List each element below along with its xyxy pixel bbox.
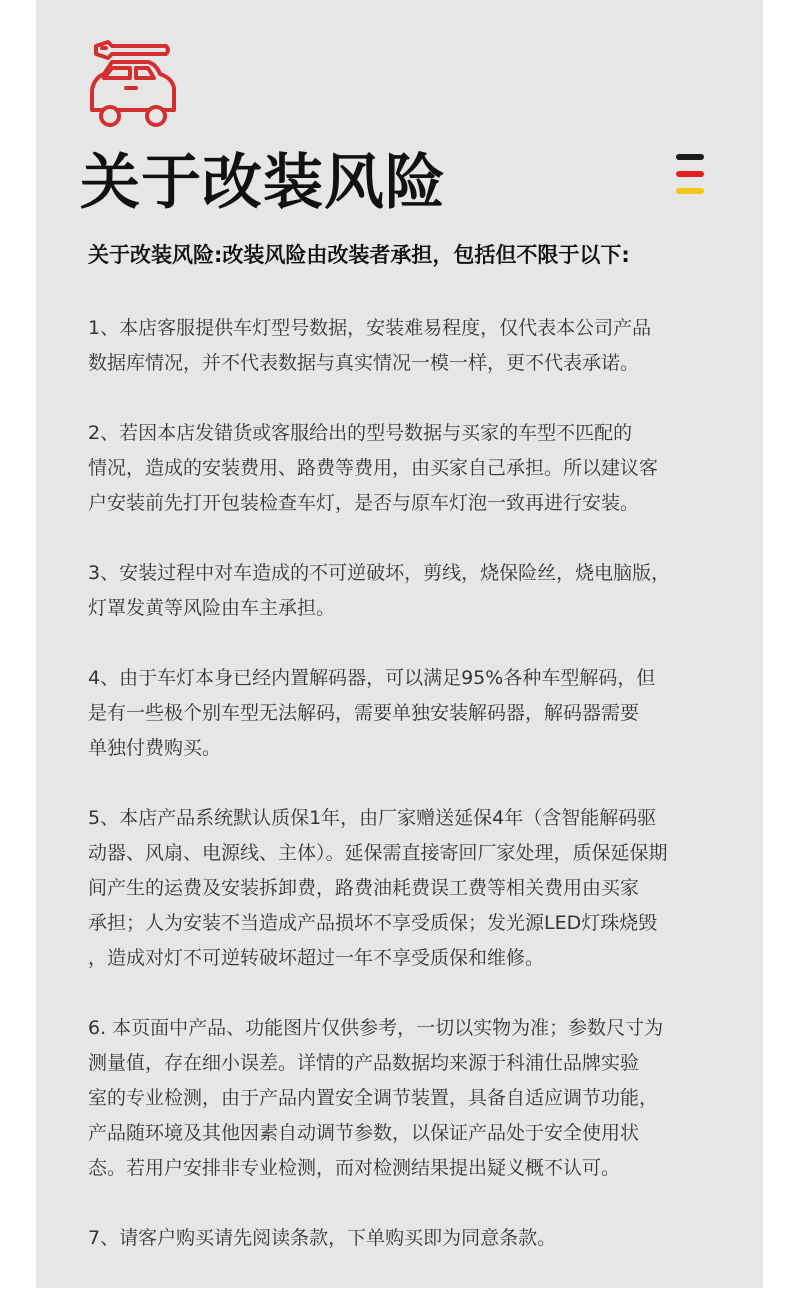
clause-item xyxy=(88,556,728,626)
clause-line: 室的专业检测，由于产品内置安全调节装置，具备自适应调节功能， xyxy=(88,1087,659,1109)
clause-line: 承担；人为安装不当造成产品损坏不享受质保；发光源LED灯珠烧毁 xyxy=(88,912,658,934)
clause-line: 5、本店产品系统默认质保1年，由厂家赠送延保4年（含智能解码驱 xyxy=(88,807,657,829)
clause-item xyxy=(88,661,728,766)
clause-line: 户安装前先打开包装检查车灯，是否与原车灯泡一致再进行安装。 xyxy=(88,492,640,514)
clause-item xyxy=(88,416,728,521)
clause-item xyxy=(88,1011,728,1186)
clause-line: 2、若因本店发错货或客服给出的型号数据与买家的车型不匹配的 xyxy=(88,422,633,444)
clause-list xyxy=(88,311,728,1291)
clause-line: 7、请客户购买请先阅读条款，下单购买即为同意条款。 xyxy=(88,1227,557,1249)
clause-line: 单独付费购买。 xyxy=(88,737,222,759)
page-title: 关于改装风险 xyxy=(80,148,446,218)
clause-line: ，造成对灯不可逆转破坏超过一年不享受质保和维修。 xyxy=(88,947,545,969)
clause-line: 4、由于车灯本身已经内置解码器，可以满足95%各种车型解码，但 xyxy=(88,667,656,689)
clause-item xyxy=(88,1221,728,1256)
clause-line: 动器、风扇、电源线、主体）。延保需直接寄回厂家处理，质保延保期 xyxy=(88,842,668,864)
clause-line: 是有一些极个别车型无法解码，需要单独安装解码器，解码器需要 xyxy=(88,702,640,724)
car-wrench-icon xyxy=(86,38,178,130)
intro-heading: 关于改装风险:改装风险由改装者承担，包括但不限于以下: xyxy=(88,243,630,267)
clause-line: 测量值，存在细小误差。详情的产品数据均来源于科浦仕品牌实验 xyxy=(88,1052,640,1074)
flag-stripes-icon xyxy=(676,154,704,196)
clause-line: 间产生的运费及安装拆卸费，路费油耗费误工费等相关费用由买家 xyxy=(88,877,640,899)
clause-line: 情况，造成的安装费用、路费等费用，由买家自己承担。所以建议客 xyxy=(88,457,659,479)
clause-line: 数据库情况，并不代表数据与真实情况一模一样，更不代表承诺。 xyxy=(88,352,640,374)
clause-item xyxy=(88,801,728,976)
clause-line: 产品随环境及其他因素自动调节参数，以保证产品处于安全使用状 xyxy=(88,1122,640,1144)
clause-line: 态。若用户安排非专业检测，而对检测结果提出疑义概不认可。 xyxy=(88,1157,621,1179)
clause-line: 1、本店客服提供车灯型号数据，安装难易程度，仅代表本公司产品 xyxy=(88,317,652,339)
clause-line: 6. 本页面中产品、功能图片仅供参考，一切以实物为准；参数尺寸为 xyxy=(88,1017,664,1039)
clause-line: 灯罩发黄等风险由车主承担。 xyxy=(88,597,336,619)
clause-line: 3、安装过程中对车造成的不可逆破坏，剪线，烧保险丝，烧电脑版， xyxy=(88,562,671,584)
clause-item xyxy=(88,311,728,381)
